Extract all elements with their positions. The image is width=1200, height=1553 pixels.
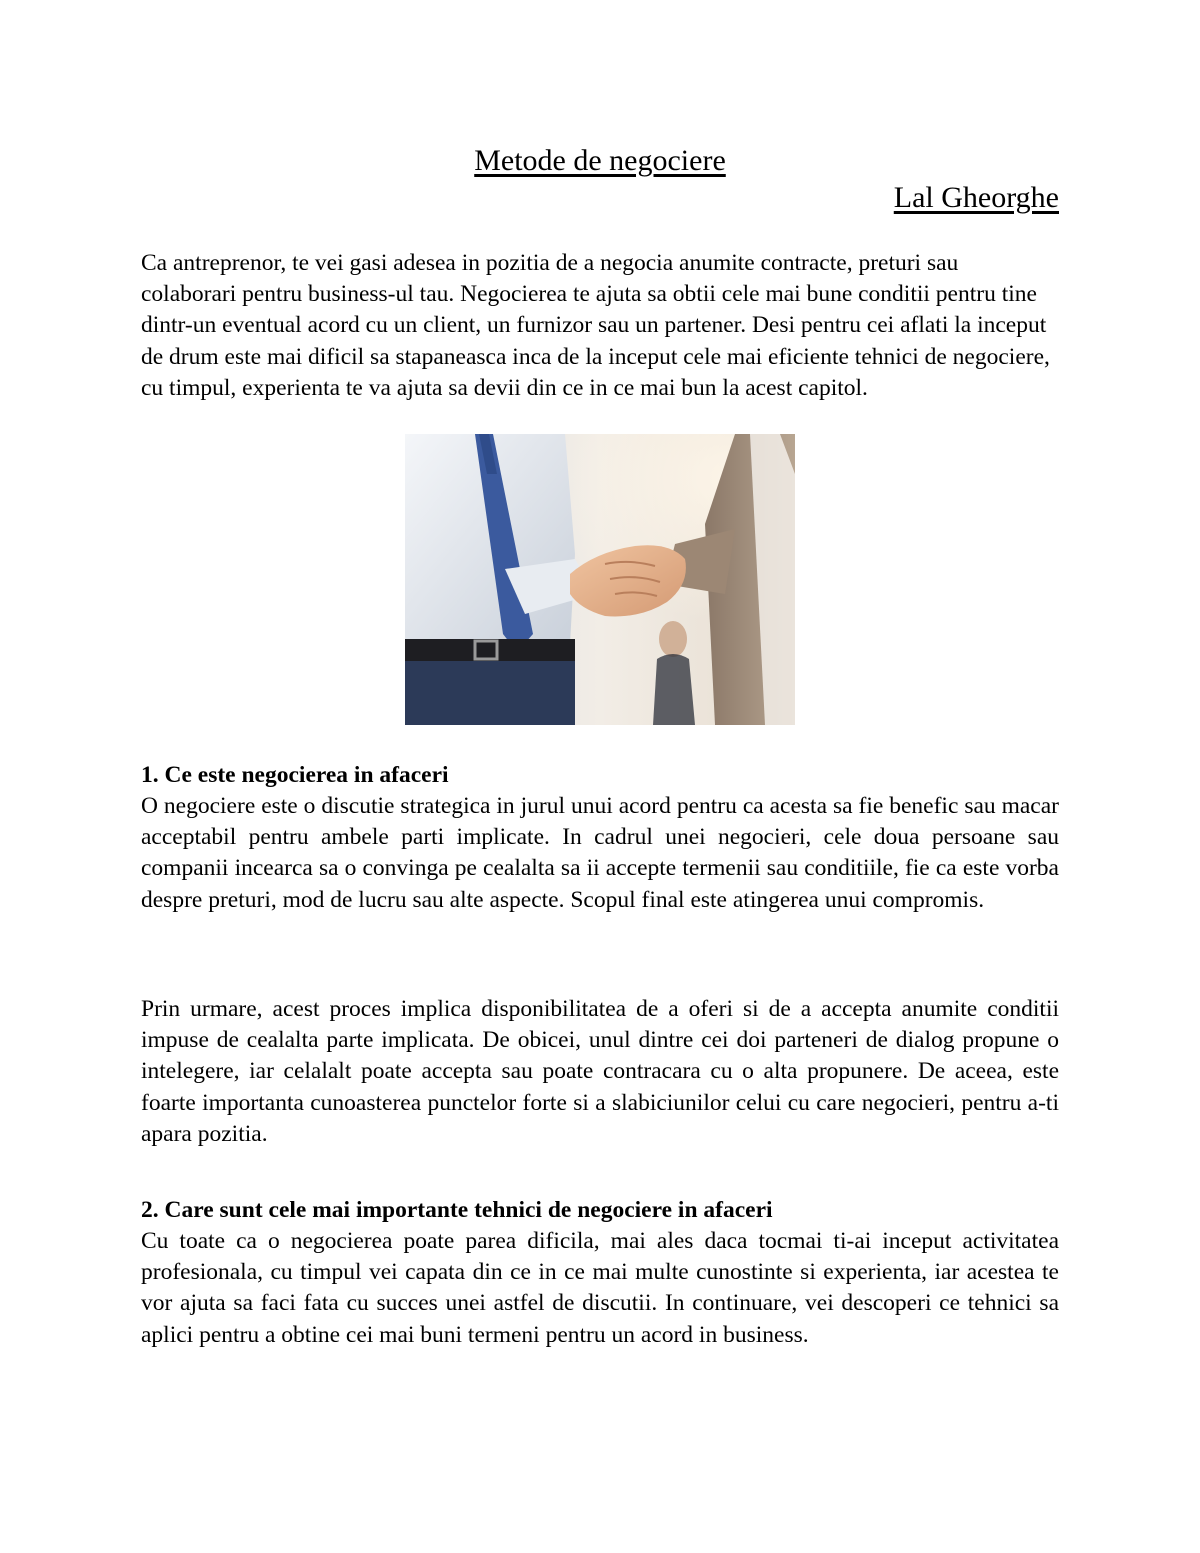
intro-paragraph: Ca antreprenor, te vei gasi adesea in pozitia de a negocia anumite contracte, preturi sau colaborari pentru business-ul tau. Negocierea te ajuta sa obtii cele mai bune conditii pentru tine dintr-un eventual acord cu un client, un furnizor sau un partener. Desi pentru cei aflati la inceput de drum este mai dificil sa stapaneasca inca de la inceput cele mai eficiente tehnici de negociere, cu timpul, experienta te va ajuta sa devii din ce in ce mai bun la acest capitol.: [141, 250, 1050, 401]
section-paragraph: O negociere este o discutie strategica in jurul unui acord pentru ca acesta sa fie benefic sau macar acceptabil pentru ambele parti implicate. In cadrul unei negocieri, cele doua persoane sau companii incearca sa o convinga pe cealalta sa ii accepte termenii sau conditiile, fie ca este vorba despre preturi, mod de lucru sau alte aspecte. Scopul final este atingerea unui compromis.: [141, 793, 1059, 913]
section-heading: 1. Ce este negocierea in afaceri: [141, 762, 449, 788]
section-paragraph: Prin urmare, acest proces implica disponibilitatea de a oferi si de a accepta anumite conditii impuse de cealalta parte implicata. De obicei, unul dintre cei doi parteneri de dialog propune o intelegere, iar celalalt poate accepta sau poate contracara cu o alta propunere. De aceea, este foarte importanta cunoasterea punctelor forte si a slabiciunilor celui cu care negocieri, pentru a-ti apara pozitia.: [141, 996, 1059, 1147]
document-title: Metode de negociere: [474, 144, 726, 177]
section-heading: 2. Care sunt cele mai importante tehnici de negociere in afaceri: [141, 1197, 773, 1223]
section-paragraph: Cu toate ca o negocierea poate parea dificila, mai ales daca tocmai ti-ai inceput activitatea profesionala, cu timpul vei capata din ce in ce mai multe cunostinte si experienta, iar acestea te vor ajuta sa faci fata cu succes unei astfel de discutii. In continuare, vei descoperi ce tehnici sa aplici pentru a obtine cei mai buni termeni pentru un acord in business.: [141, 1228, 1059, 1348]
handshake-photo: [405, 434, 795, 725]
handshake-photo-illustration: [405, 434, 795, 725]
document-author: Lal Gheorghe: [893, 181, 1059, 214]
